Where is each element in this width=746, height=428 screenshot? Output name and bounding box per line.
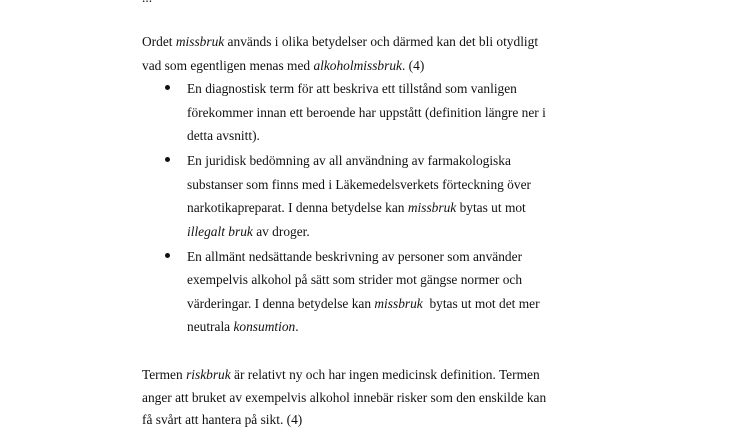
bullet1-line1: En diagnostisk term för att beskriva ett tillstånd som vanligen (187, 81, 517, 96)
term-missbruk: missbruk (407, 200, 457, 215)
bullet1-line3: detta avsnitt). (187, 128, 260, 143)
term-missbruk: missbruk (374, 296, 423, 311)
bullet3-line4: neutrala konsumtion. (187, 319, 299, 334)
paragraph1-line2: vad som egentligen menas med alkoholmissbruk. (4) (142, 58, 425, 73)
bullet2-line3: narkotikapreparat. I denna betydelse kan missbruk bytas ut mot (187, 200, 526, 215)
bullet-dot-3 (165, 253, 170, 258)
term-missbruk: missbruk (175, 34, 225, 49)
bullet3-line1: En allmänt nedsättande beskrivning av personer som använder (187, 249, 523, 264)
bullet3-line2: exempelvis alkohol på sätt som strider mot gängse normer och (187, 272, 523, 287)
top-cutoff-text (142, 0, 152, 6)
bullet-dot-2 (165, 157, 170, 162)
paragraph2-line2: anger att bruket av exempelvis alkohol innebär risker som den enskilde kan (142, 390, 547, 405)
paragraph2-line3: få svårt att hantera på sikt. (4) (142, 412, 303, 427)
bullet2-line2: substanser som finns med i Läkemedelsverkets förteckning över (187, 177, 531, 192)
bullet3-line3: värderingar. I denna betydelse kan missbruk bytas ut mot det mer (187, 296, 540, 311)
bullet-dot-1 (165, 85, 170, 90)
bullet2-line4: illegalt bruk av droger. (187, 224, 310, 239)
bullet2-line1: En juridisk bedömning av all användning av farmakologiska (187, 153, 511, 168)
paragraph1-line1: Ordet missbruk används i olika betydelser och därmed kan det bli otydligt (142, 34, 539, 49)
term-riskbruk: riskbruk (186, 367, 231, 382)
bullet1-line2: förekommer innan ett beroende har uppstått (definition längre ner i (187, 105, 546, 120)
term-illegalt-bruk: illegalt bruk (187, 224, 253, 239)
term-alkoholmissbruk: alkoholmissbruk (313, 58, 402, 73)
term-konsumtion: konsumtion (233, 319, 296, 334)
paragraph2-line1: Termen riskbruk är relativt ny och har ingen medicinsk definition. Termen (142, 367, 540, 382)
